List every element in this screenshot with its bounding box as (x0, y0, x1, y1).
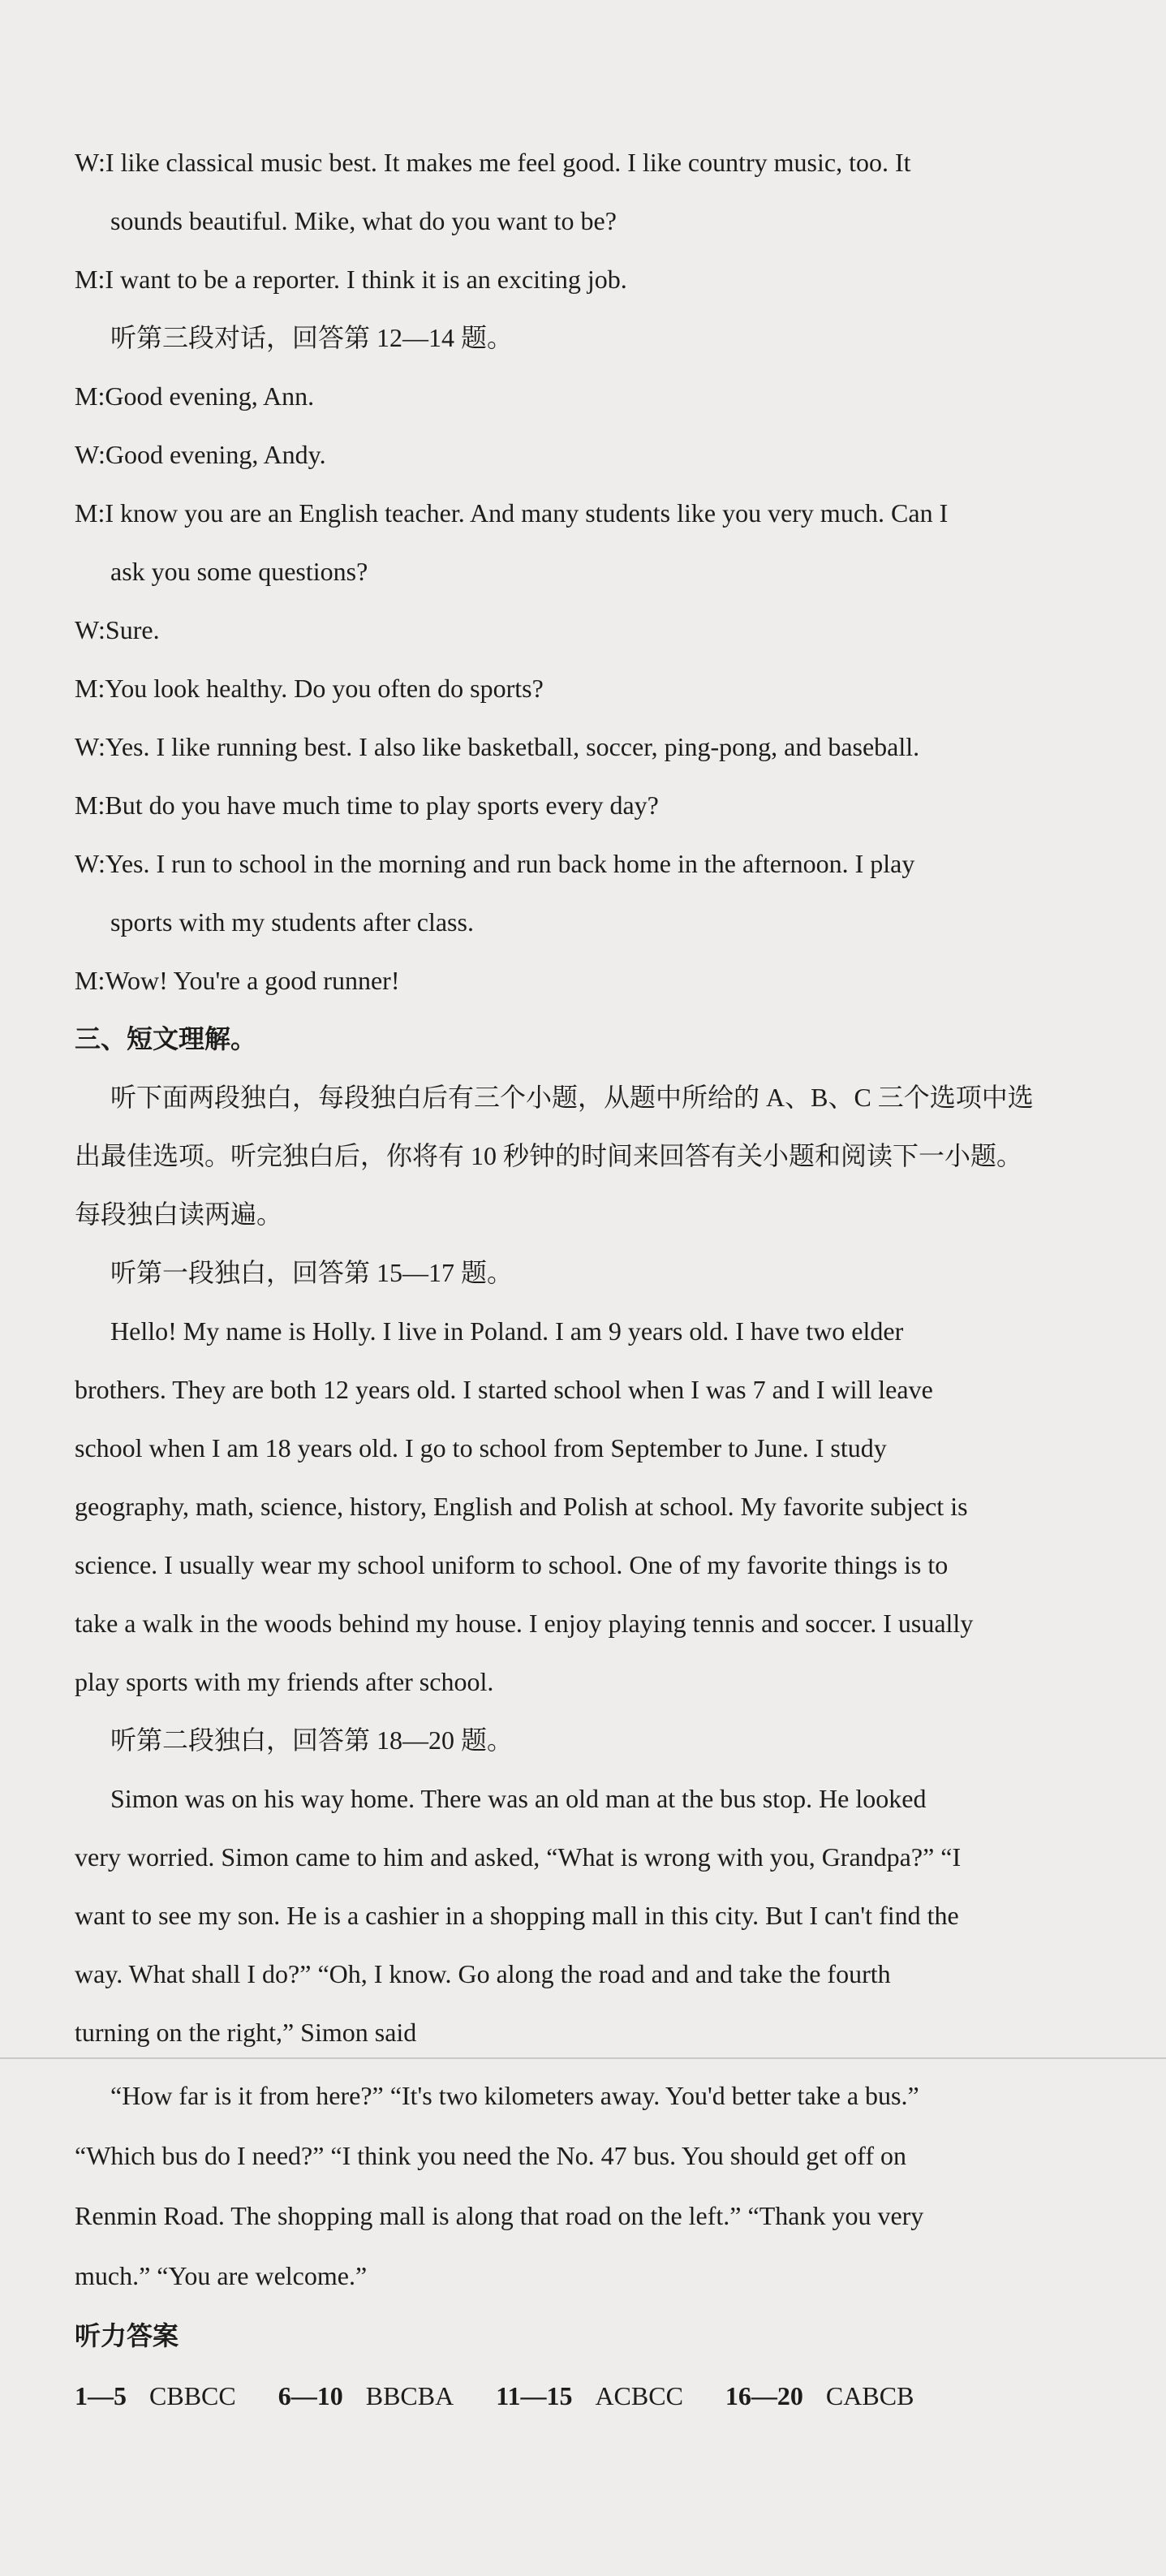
monologue-line: take a walk in the woods behind my house. I enjoy playing tennis and soccer. I usually (75, 1609, 974, 1638)
instruction-line: 每段独白读两遍。 (75, 1200, 283, 1229)
dialogue-line: sounds beautiful. Mike, what do you want to be? (110, 206, 617, 235)
answer-value: CBBCC (149, 2381, 236, 2410)
monologue-line: science. I usually wear my school uniform to school. One of my favorite things is to (75, 1550, 949, 1579)
dialogue-line: M:Good evening, Ann. (75, 381, 315, 411)
monologue-title: 听第一段独白，回答第 15—17 题。 (110, 1258, 514, 1287)
monologue-line: “Which bus do I need?” “I think you need the No. 47 bus. You should get off on (75, 2141, 907, 2170)
monologue-line: “How far is it from here?” “It's two kilometers away. You'd better take a bus.” (110, 2081, 919, 2110)
answer-range: 1—5 (75, 2381, 127, 2410)
dialogue-line: ask you some questions? (110, 557, 368, 586)
monologue-line: brothers. They are both 12 years old. I started school when I was 7 and I will leave (75, 1375, 933, 1404)
monologue-line: want to see my son. He is a cashier in a shopping mall in this city. But I can't find the (75, 1901, 959, 1930)
section-title: 听第三段对话，回答第 12—14 题。 (110, 323, 514, 352)
monologue-line: much.” “You are welcome.” (75, 2261, 368, 2290)
monologue-line: way. What shall I do?” “Oh, I know. Go along the road and and take the fourth (75, 1959, 891, 1988)
monologue-line: Simon was on his way home. There was an old man at the bus stop. He looked (110, 1784, 927, 1813)
dialogue-line: W:Sure. (75, 615, 160, 644)
answer-range: 16—20 (725, 2381, 803, 2410)
dialogue-line: M:But do you have much time to play sports every day? (75, 790, 659, 820)
dialogue-line: W:Good evening, Andy. (75, 440, 326, 469)
dialogue-line: M:I want to be a reporter. I think it is an exciting job. (75, 265, 627, 294)
dialogue-line: M:Wow! You're a good runner! (75, 966, 400, 995)
instruction-line: 出最佳选项。听完独白后，你将有 10 秒钟的时间来回答有关小题和阅读下一小题。 (75, 1141, 1023, 1170)
part-heading: 三、短文理解。 (75, 1024, 257, 1053)
monologue-line: geography, math, science, history, English and Polish at school. My favorite subject is (75, 1492, 968, 1521)
monologue-line: turning on the right,” Simon said (75, 2018, 417, 2047)
monologue-line: Renmin Road. The shopping mall is along that road on the left.” “Thank you very (75, 2201, 924, 2230)
monologue-line: play sports with my friends after school. (75, 1667, 494, 1696)
answer-value: BBCBA (365, 2381, 454, 2410)
dialogue-line: M:You look healthy. Do you often do sports? (75, 674, 544, 703)
monologue-line: very worried. Simon came to him and asked, “What is wrong with you, Grandpa?” “I (75, 1842, 962, 1872)
monologue-title: 听第二段独白，回答第 18—20 题。 (110, 1725, 514, 1755)
answer-value: ACBCC (595, 2381, 683, 2410)
dialogue-line: sports with my students after class. (110, 907, 474, 937)
monologue-line: school when I am 18 years old. I go to school from September to June. I study (75, 1433, 887, 1462)
answers-row (0, 2380, 1166, 2412)
page-fold-divider (0, 2057, 1166, 2059)
answers-heading: 听力答案 (75, 2321, 179, 2350)
monologue-line: Hello! My name is Holly. I live in Poland. I am 9 years old. I have two elder (110, 1316, 904, 1346)
dialogue-line: W:Yes. I run to school in the morning and run back home in the afternoon. I play (75, 849, 915, 878)
dialogue-line: W:I like classical music best. It makes me feel good. I like country music, too. It (75, 148, 911, 177)
answer-range: 6—10 (278, 2381, 343, 2410)
instruction-line: 听下面两段独白，每段独白后有三个小题，从题中所给的 A、B、C 三个选项中选 (110, 1083, 1034, 1112)
dialogue-line: W:Yes. I like running best. I also like basketball, soccer, ping-pong, and baseball. (75, 732, 920, 761)
dialogue-line: M:I know you are an English teacher. And many students like you very much. Can I (75, 498, 949, 528)
answer-range: 11—15 (496, 2381, 573, 2410)
answer-value: CABCB (825, 2381, 914, 2410)
